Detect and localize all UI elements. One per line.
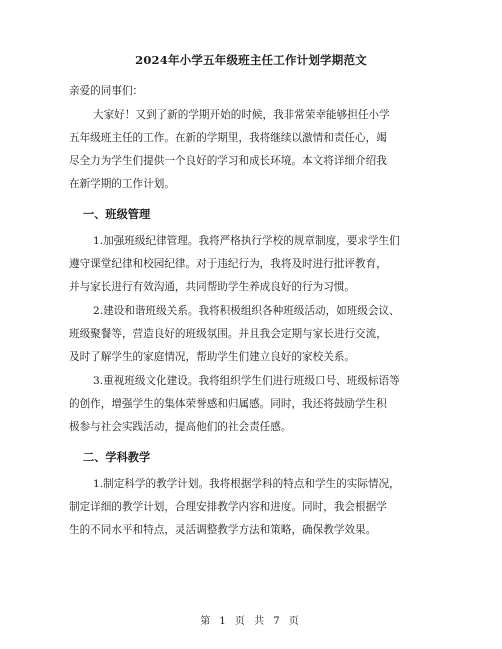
section-heading-subject-teaching: 二、学科教学 <box>83 450 151 464</box>
paragraph-line: 制定详细的教学计划，合理安排教学内容和进度。同时，我会根据学 <box>69 501 387 513</box>
paragraph-line: 3.重视班级文化建设。我将组织学生们进行班级口号、班级标语等 <box>93 375 400 387</box>
paragraph-line: 的创作，增强学生的集体荣誉感和归属感。同时，我还将鼓励学生积 <box>69 398 387 410</box>
paragraph-line: 极参与社会实践活动，提高他们的社会责任感。 <box>69 421 292 433</box>
paragraph-line: 及时了解学生的家庭情况，帮助学生们建立良好的家校关系。 <box>69 351 356 363</box>
paragraph-line: 并与家长进行有效沟通，共同帮助学生养成良好的行为习惯。 <box>69 281 356 293</box>
page-number-footer: 第 1 页 共 7 页 <box>200 616 302 627</box>
paragraph-line: 1.加强班级纪律管理。我将严格执行学校的规章制度，要求学生们 <box>93 235 400 247</box>
paragraph-line: 1.制定科学的教学计划。我将根据学科的特点和学生的实际情况， <box>93 478 400 490</box>
paragraph-line: 2.建设和谐班级关系。我将积极组织各种班级活动，如班级会议、 <box>93 305 400 317</box>
paragraph-line: 生的不同水平和特点，灵活调整教学方法和策略，确保教学效果。 <box>69 524 377 536</box>
salutation: 亲爱的同事们： <box>69 85 144 97</box>
document-title: 2024年小学五年级班主任工作计划学期范文 <box>135 53 367 67</box>
paragraph-line: 五年级班主任的工作。在新的学期里，我将继续以激情和责任心，竭 <box>69 132 387 144</box>
paragraph-line: 班级聚餐等，营造良好的班级氛围。并且我会定期与家长进行交流， <box>69 328 387 340</box>
paragraph-line: 尽全力为学生们提供一个良好的学习和成长环境。本文将详细介绍我 <box>69 155 387 167</box>
paragraph-line: 遵守课堂纪律和校园纪律。对于违纪行为，我将及时进行批评教育， <box>69 258 387 270</box>
paragraph-line: 大家好！又到了新的学期开始的时候，我非常荣幸能够担任小学 <box>93 109 390 121</box>
section-heading-class-management: 一、班级管理 <box>83 207 151 221</box>
paragraph-line: 在新学期的工作计划。 <box>69 178 175 190</box>
